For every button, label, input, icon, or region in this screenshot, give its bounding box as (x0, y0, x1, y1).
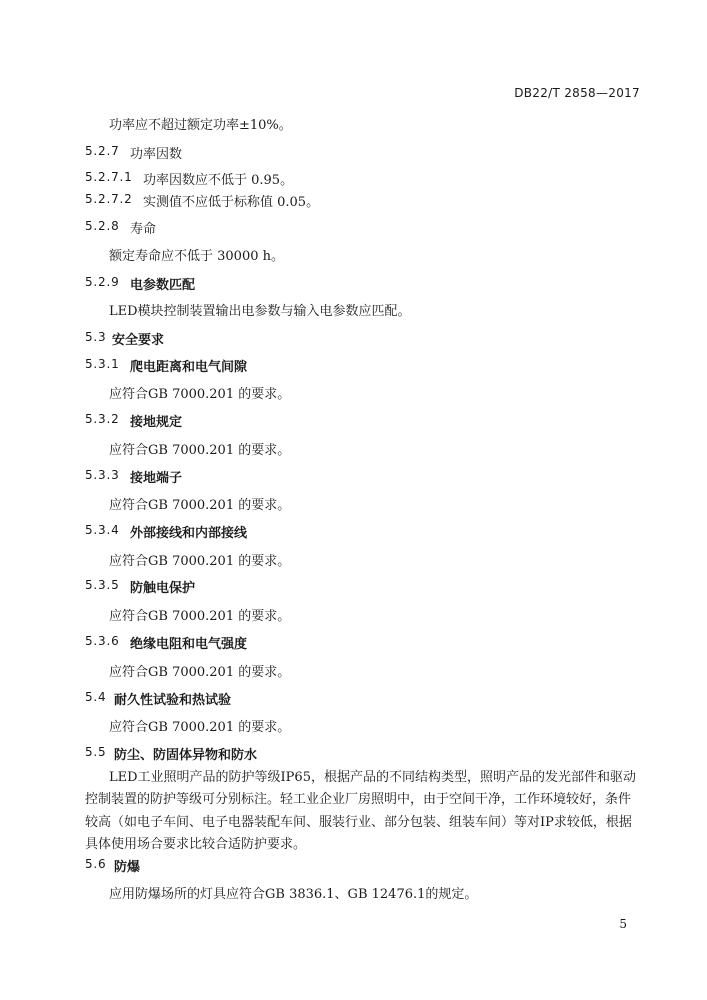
clause-title: 防触电保护 (130, 581, 196, 596)
clause-number: 5.4 (85, 690, 107, 704)
body-text: 应用防爆场所的灯具应符合GB 3836.1、GB 12476.1的规定。 (109, 887, 478, 902)
page-number: 5 (619, 917, 627, 931)
body-text: 应符合GB 7000.201 的要求。 (109, 720, 291, 735)
document-code: DB22/T 2858—2017 (514, 86, 640, 100)
body-text: 功率应不超过额定功率±10%。 (109, 118, 292, 133)
clause-title: 耐久性试验和热试验 (114, 693, 232, 708)
body-text: 应符合GB 7000.201 的要求。 (109, 443, 291, 458)
clause-text: 功率因数应不低于 0.95。 (143, 173, 294, 188)
clause-title: 防尘、防固体异物和防水 (114, 748, 258, 763)
clause-title: 安全要求 (112, 333, 165, 348)
paragraph: LED工业照明产品的防护等级IP65，根据产品的不同结构类型，照明产品的发光部件和驱动控制装置的防护等级可分别标注。轻工业企业厂房照明中，由于空间干净，工作环境较好，条件较高（如电子车间、电子电器装配车间、服装行业、部分包装、组装车间）等对IP求较低，根据具体使用场合要求比较合适防护要求。 (85, 770, 636, 852)
clause-title: 绝缘电阻和电气强度 (130, 637, 248, 652)
clause-number: 5.2.7.2 (85, 192, 133, 206)
clause-title: 接地端子 (130, 471, 183, 486)
clause-number: 5.2.7 (85, 144, 120, 158)
clause-title: 寿命 (130, 222, 157, 237)
body-text: LED模块控制装置输出电参数与输入电参数应匹配。 (109, 304, 411, 319)
body-text: 额定寿命应不低于 30000 h。 (109, 249, 284, 264)
clause-number: 5.5 (85, 745, 107, 759)
clause-title: 外部接线和内部接线 (130, 526, 248, 541)
clause-number: 5.3.4 (85, 523, 120, 537)
clause-number: 5.3.6 (85, 634, 120, 648)
clause-number: 5.2.8 (85, 219, 120, 233)
clause-title: 防爆 (114, 860, 141, 875)
clause-number: 5.6 (85, 857, 107, 871)
clause-number: 5.2.9 (85, 275, 120, 289)
body-text: 应符合GB 7000.201 的要求。 (109, 387, 291, 402)
body-text: 应符合GB 7000.201 的要求。 (109, 554, 291, 569)
clause-text: 实测值不应低于标称值 0.05。 (143, 195, 320, 210)
clause-title: 接地规定 (130, 415, 183, 430)
clause-number: 5.3.3 (85, 468, 120, 482)
clause-title: 电参数匹配 (130, 278, 196, 293)
clause-number: 5.2.7.1 (85, 170, 133, 184)
body-text: 应符合GB 7000.201 的要求。 (109, 498, 291, 513)
clause-number: 5.3.1 (85, 357, 120, 371)
clause-number: 5.3.5 (85, 578, 120, 592)
body-text: 应符合GB 7000.201 的要求。 (109, 665, 291, 680)
clause-number: 5.3.2 (85, 412, 120, 426)
clause-title: 爬电距离和电气间隙 (130, 360, 248, 375)
clause-number: 5.3 (85, 330, 107, 344)
body-text: 应符合GB 7000.201 的要求。 (109, 609, 291, 624)
clause-title: 功率因数 (130, 147, 183, 162)
